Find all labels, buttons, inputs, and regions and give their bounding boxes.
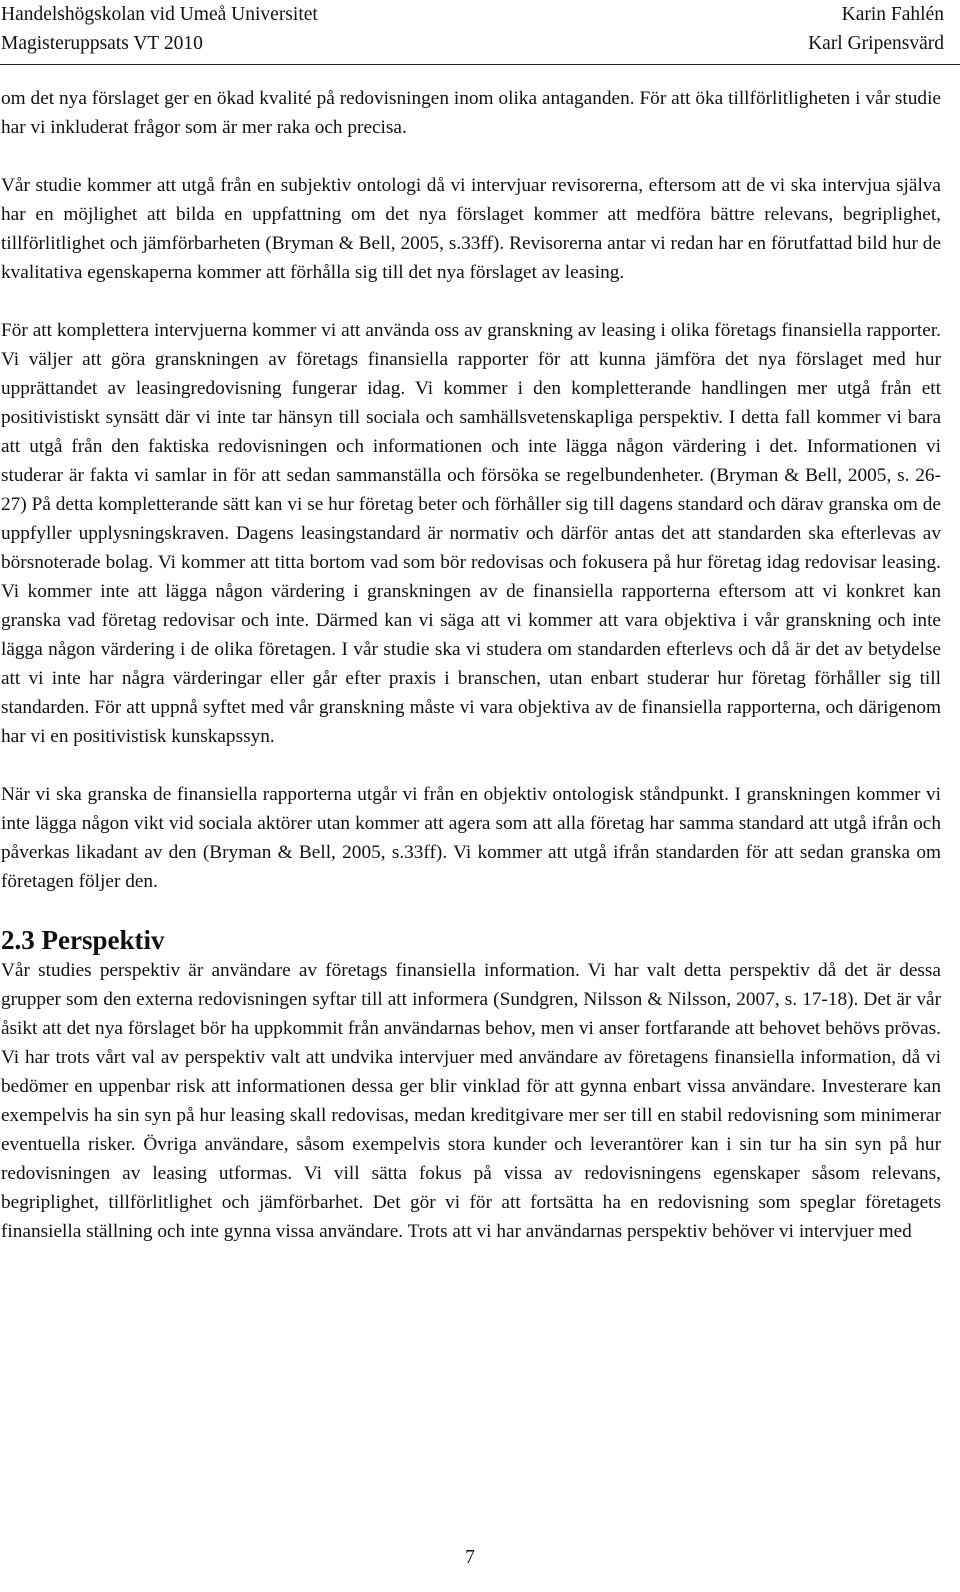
page-number: 7 [465, 1547, 475, 1568]
header-author-1: Karin Fahlén [841, 4, 944, 25]
header-institution: Handelshögskolan vid Umeå Universitet [1, 4, 318, 25]
page-header [1, 0, 944, 58]
paragraph-1: om det nya förslaget ger en ökad kvalité på redovisningen inom olika antaganden. För att öka tillförlitligheten i vår studie har vi inkluderat frågor som är mer raka och precisa. [1, 88, 941, 138]
header-row-2 [1, 29, 944, 58]
paragraph-3: För att komplettera intervjuerna kommer vi att använda oss av granskning av leasing i olika företags finansiella rapporter. Vi väljer att göra granskningen av företags finansiella rapporter för att kunna jämföra det nya förslaget med hur upprättandet av leasingredovisning fungerar idag. Vi kommer i den kompletterande handlingen mer utgå från ett positivistiskt synsätt där vi inte tar hänsyn till sociala och samhällsvetenskapliga perspektiv. I detta fall kommer vi bara att utgå från den faktiska redovisningen och informationen och inte lägga någon värdering i det. Informationen vi studerar är fakta vi samlar in för att sedan sammanställa och försöka se regelbundenheter. (Bryman & Bell, 2005, s. 26-27) På detta kompletterande sätt kan vi se hur företag beter och förhåller sig till dagens standard och därav granska om de uppfyller upplysningskraven. Dagens leasingstandard är normativ och därför antas det att standarden ska efterlevas av börsnoterade bolag. Vi kommer att titta bortom vad som bör redovisas och fokusera på hur företag idag redovisar leasing. Vi kommer inte att lägga någon värdering i granskningen av de finansiella rapporterna eftersom att vi konkret kan granska vad företag redovisar och inte. Därmed kan vi säga att vi kommer att vara objektiva i vår granskning och inte lägga någon värdering i de olika företagen. I vår studie ska vi studera om standarden efterlevs och då är det av betydelse att vi inte har några värderingar eller går efter praxis i branschen, utan enbart studerar hur företag förhåller sig till standarden. För att uppnå syftet med vår granskning måste vi vara objektiva av de finansiella rapporterna, och därigenom har vi en positivistisk kunskapssyn. [1, 320, 941, 747]
section-heading: 2.3 Perspektiv [1, 925, 165, 955]
section-paragraph: Vår studies perspektiv är användare av företags finansiella information. Vi har valt detta perspektiv då det är dessa grupper som den externa redovisningen syftar till att informera (Sundgren, Nilsson & Nilsson, 2007, s. 17-18). Det är vår åsikt att det nya förslaget bör ha uppkommit från användarnas behov, men vi anser fortfarande att behovet behövs prövas. Vi har trots vårt val av perspektiv valt att undvika intervjuer med användare av företagens finansiella information, då vi bedömer en uppenbar risk att informationen dessa ger blir vinklad för att gynna enbart vissa användare. Investerare kan exempelvis ha sin syn på hur leasing skall redovisas, medan kreditgivare mer ser till en stabil redovisning som minimerar eventuella risker. Övriga användare, såsom exempelvis stora kunder och leverantörer kan i sin tur ha sin syn på hur redovisningen av leasing utformas. Vi vill sätta fokus på vissa av redovisningens egenskaper såsom relevans, begriplighet, tillförlitlighet och jämförbarhet. Det gör vi för att fortsätta ha en redovisning som speglar företagets finansiella ställning och inte gynna vissa användare. Trots att vi har användarnas perspektiv behöver vi intervjuer med [1, 960, 941, 1242]
header-row-1 [1, 0, 944, 29]
header-course: Magisteruppsats VT 2010 [1, 33, 203, 54]
header-author-2: Karl Gripensvärd [808, 33, 944, 54]
paragraph-4: När vi ska granska de finansiella rapporterna utgår vi från en objektiv ontologisk ståndpunkt. I granskningen kommer vi inte lägga någon vikt vid sociala aktörer utan kommer att agera som att alla företag har samma standard att utgå ifrån och påverkas likadant av den (Bryman & Bell, 2005, s.33ff). Vi kommer att utgå ifrån standarden för att sedan granska om företagen följer den. [1, 784, 941, 892]
header-divider [0, 64, 960, 65]
body-text [1, 84, 941, 1246]
paragraph-2: Vår studie kommer att utgå från en subjektiv ontologi då vi intervjuar revisorerna, eftersom att de vi ska intervjua själva har en möjlighet att bilda en uppfattning om det nya förslaget kommer att medföra bättre relevans, begriplighet, tillförlitlighet och jämförbarheten (Bryman & Bell, 2005, s.33ff). Revisorerna antar vi redan har en förutfattad bild hur de kvalitativa egenskaperna kommer att förhålla sig till det nya förslaget av leasing. [1, 175, 941, 283]
